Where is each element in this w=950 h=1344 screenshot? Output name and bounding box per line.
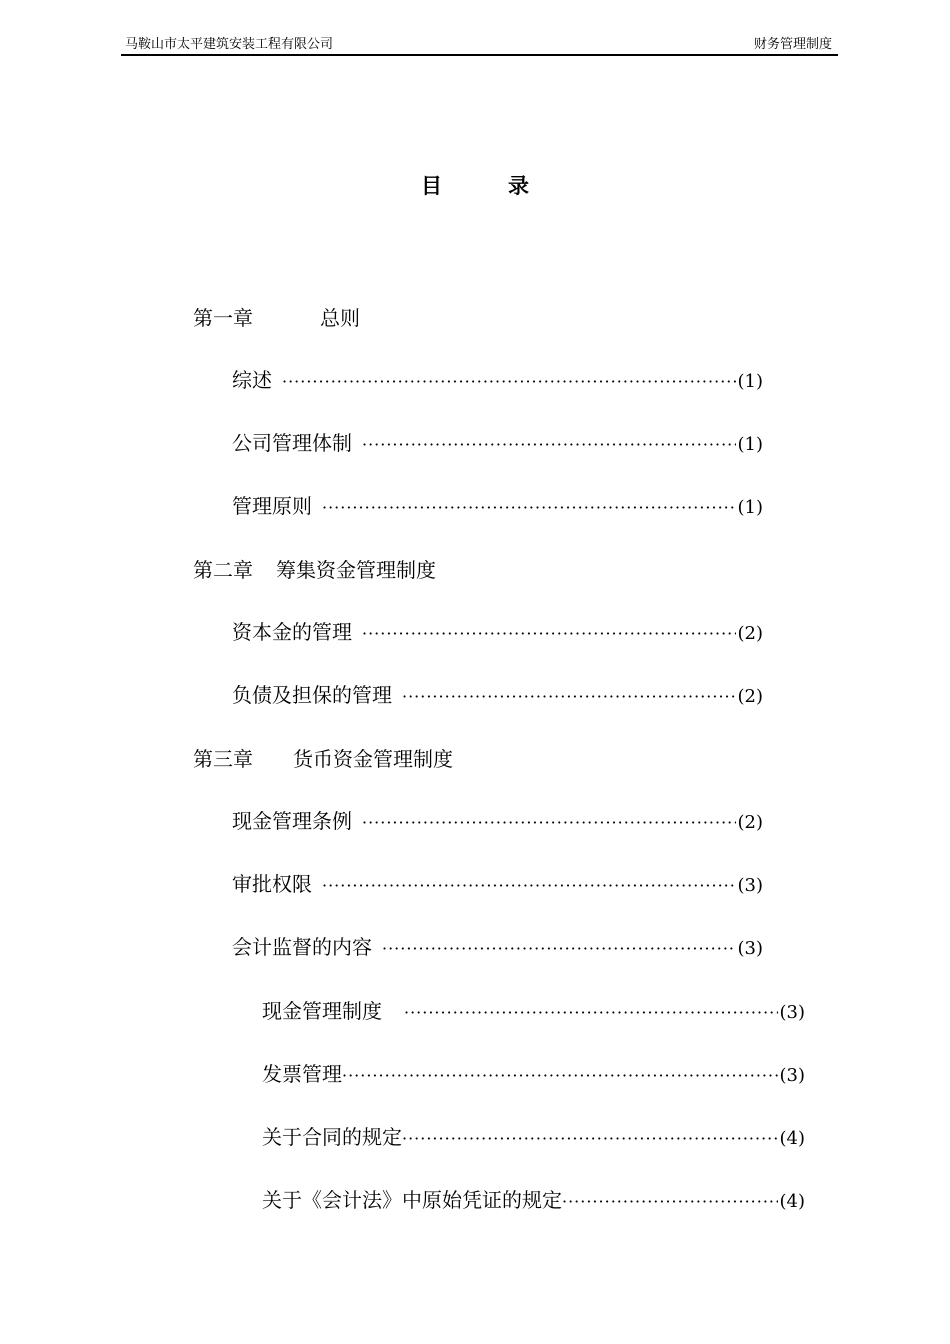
toc-entry[interactable] [232, 681, 763, 709]
toc-chapter-2 [193, 556, 436, 584]
chapter-name: 货币资金管理制度 [293, 747, 453, 771]
dot-leader [282, 368, 736, 396]
toc-entry-page: (4) [779, 1191, 805, 1212]
toc-entry-page: (1) [737, 434, 763, 455]
toc-entry-label: 关于合同的规定 [262, 1125, 402, 1149]
toc-subentry[interactable] [262, 1123, 805, 1151]
toc-entry-page: (3) [779, 1065, 805, 1086]
toc-subentry[interactable] [262, 1060, 805, 1088]
chapter-name: 总则 [320, 306, 360, 330]
chapter-number: 第一章 [193, 306, 253, 330]
toc-entry-page: (3) [737, 875, 763, 896]
toc-entry-label: 管理原则 [232, 494, 312, 518]
toc-title [0, 170, 950, 202]
toc-entry[interactable] [232, 807, 763, 835]
toc-entry-label: 关于《会计法》中原始凭证的规定 [262, 1188, 562, 1212]
toc-entry-page: (2) [737, 686, 763, 707]
toc-entry-page: (3) [737, 938, 763, 959]
toc-entry[interactable] [232, 618, 763, 646]
toc-entry-label: 审批权限 [232, 872, 312, 896]
toc-title-char-2: 录 [508, 173, 529, 198]
toc-entry-label: 发票管理 [262, 1062, 342, 1086]
toc-entry[interactable] [232, 429, 763, 457]
dot-leader [562, 1188, 778, 1216]
dot-leader [362, 431, 736, 459]
toc-entry-label: 会计监督的内容 [232, 935, 372, 959]
toc-entry[interactable] [232, 933, 763, 961]
toc-entry[interactable] [232, 870, 763, 898]
toc-entry-label: 公司管理体制 [232, 431, 352, 455]
toc-entry[interactable] [232, 366, 763, 394]
toc-title-char-1: 目 [421, 173, 442, 198]
toc-subentry[interactable] [262, 997, 805, 1025]
toc-entry-page: (1) [737, 497, 763, 518]
toc-entry-label: 资本金的管理 [232, 620, 352, 644]
dot-leader [362, 809, 736, 837]
dot-leader [402, 683, 736, 711]
toc-entry-page: (2) [737, 812, 763, 833]
toc-entry-label: 现金管理条例 [232, 809, 352, 833]
dot-leader [362, 620, 736, 648]
toc-chapter-1 [193, 304, 360, 332]
dot-leader [402, 1125, 778, 1153]
toc-subentry[interactable] [262, 1186, 805, 1214]
dot-leader [322, 494, 736, 522]
dot-leader [382, 935, 736, 963]
chapter-number: 第三章 [193, 747, 253, 771]
toc-entry-label: 现金管理制度 [262, 999, 382, 1023]
toc-entry-label: 负债及担保的管理 [232, 683, 392, 707]
toc-entry-page: (4) [779, 1128, 805, 1149]
toc-entry-page: (1) [737, 371, 763, 392]
chapter-number: 第二章 [193, 558, 253, 582]
toc-entry-label: 综述 [232, 368, 272, 392]
page-header [121, 36, 838, 56]
header-company-name: 马鞍山市太平建筑安装工程有限公司 [125, 37, 334, 52]
dot-leader [322, 872, 736, 900]
dot-leader [404, 999, 778, 1027]
dot-leader [342, 1062, 778, 1090]
toc-chapter-3 [193, 745, 453, 773]
header-document-title: 财务管理制度 [753, 37, 832, 52]
toc-entry[interactable] [232, 492, 763, 520]
toc-entry-page: (3) [779, 1002, 805, 1023]
toc-entry-page: (2) [737, 623, 763, 644]
chapter-name: 筹集资金管理制度 [276, 558, 436, 582]
